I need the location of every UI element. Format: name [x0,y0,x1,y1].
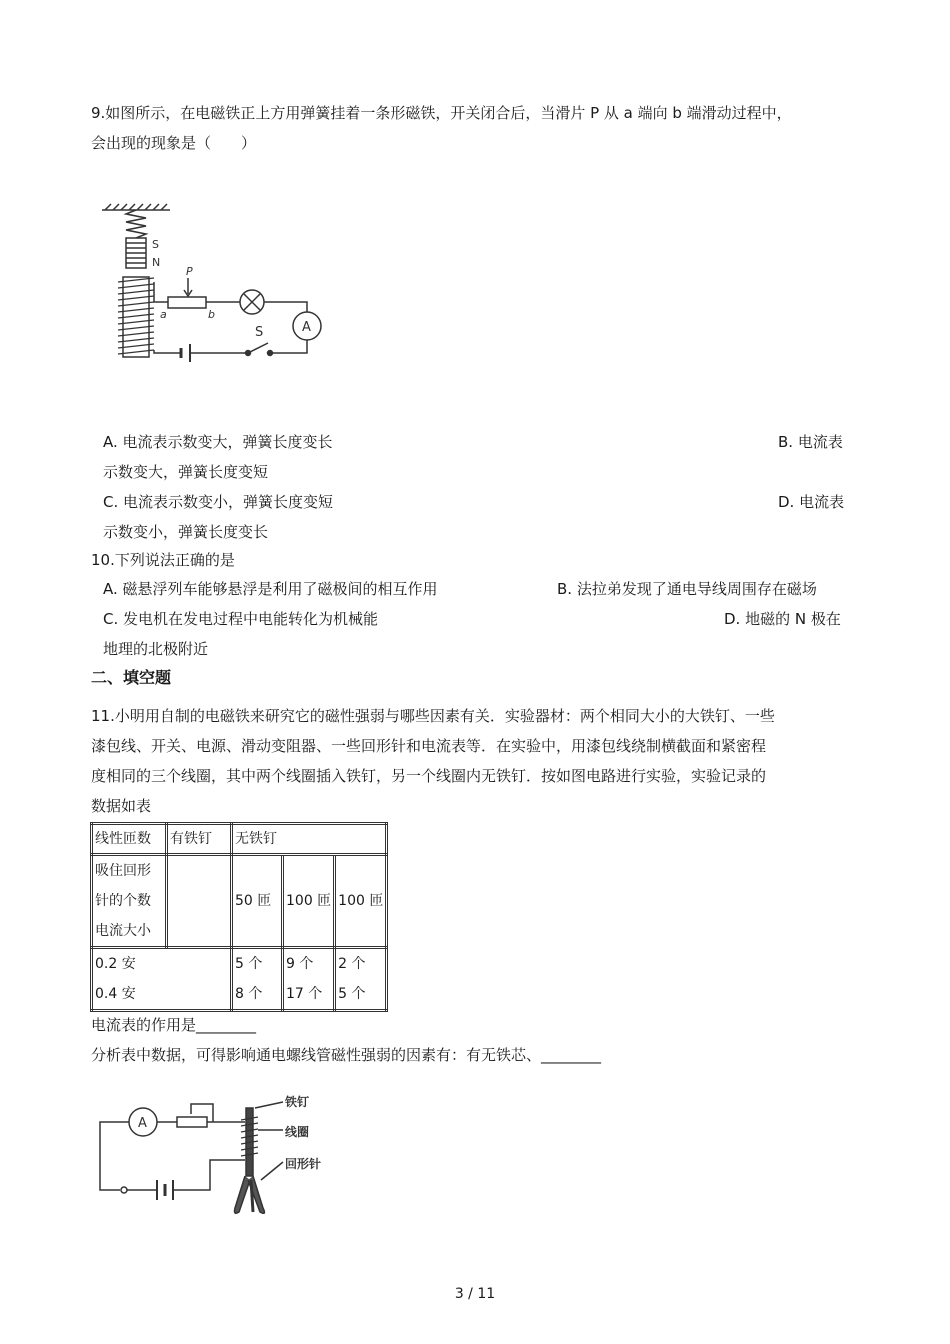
q11-stem-line1: 11.小明用自制的电磁铁来研究它的磁性强弱与哪些因素有关．实验器材：两个相同大小的大铁钉、一些 [91,707,775,725]
switch-s-label: S [255,325,264,340]
q11-blank-2: 分析表中数据，可得影响通电螺线管磁性强弱的因素有：有无铁芯、________ [91,1046,602,1064]
q11-data-table [90,822,388,1012]
q10-option-d-head: D. 地磁的 N 极在 [724,610,841,628]
q11-blank-1: 电流表的作用是________ [91,1016,257,1034]
q9-stem-line1: 9.如图所示，在电磁铁正上方用弹簧挂着一条形磁铁，开关闭合后，当滑片 P 从 a 端向 b 端滑动过程中， [91,104,792,122]
table-header-turns: 线性匝数 [92,824,167,855]
table-col-100a: 100 匝 [283,855,335,948]
q11-stem-line3: 度相同的三个线圈，其中两个线圈插入铁钉，另一个线圈内无铁钉．按如图电路进行实验，实验记录的 [91,767,767,785]
q11-circuit-figure [95,1090,355,1220]
ammeter-a-label: A [302,320,311,335]
q11-stem-line4: 数据如表 [91,797,152,815]
table-header-current: 电流大小 [95,923,151,939]
table-empty-cell [167,855,232,948]
slider-p-label: P [186,265,193,278]
table-current-cell [92,948,232,1011]
nail-label: 铁钉 [285,1095,310,1109]
table-row1-current: 0.2 安 [95,956,136,972]
table-value: 8 个 [235,986,263,1002]
table-col-100b: 100 匝 [335,855,387,948]
ammeter-a-label-2: A [138,1116,147,1131]
page-number: 3 / 11 [454,1286,496,1302]
q9-option-c: C. 电流表示数变小，弹簧长度变短 [103,493,334,511]
table-header-with-nail: 有铁钉 [167,824,232,855]
table-value: 9 个 [286,956,314,972]
table-col-100b-values [335,948,387,1011]
table-value: 2 个 [338,956,366,972]
q9-option-b-tail: 示数变大，弹簧长度变短 [103,463,269,481]
q10-option-b: B. 法拉弟发现了通电导线周围存在磁场 [557,580,817,598]
q9-stem-line2: 会出现的现象是（ ） [91,134,257,152]
q10-option-d-tail: 地理的北极附近 [103,640,209,658]
table-header-clips-1: 吸住回形 [95,863,151,879]
q10-option-c: C. 发电机在发电过程中电能转化为机械能 [103,610,379,628]
table-value: 5 个 [235,956,263,972]
magnet-s-label: S [152,238,159,251]
table-header-without-nail: 无铁钉 [232,824,387,855]
table-col-100a-values [283,948,335,1011]
q9-option-b-head: B. 电流表 [778,433,843,451]
q10-option-a: A. 磁悬浮列车能够悬浮是利用了磁极间的相互作用 [103,580,438,598]
table-col-50: 50 匝 [232,855,283,948]
q9-option-d-tail: 示数变小，弹簧长度变长 [103,523,269,541]
q9-option-d-head: D. 电流表 [778,493,845,511]
table-value: 5 个 [338,986,366,1002]
table-header-clips-2: 针的个数 [95,893,151,909]
q11-stem-line2: 漆包线、开关、电源、滑动变阻器、一些回形针和电流表等．在实验中，用漆包线绕制横截面和紧密程 [91,737,767,755]
q10-stem: 10.下列说法正确的是 [91,551,235,569]
magnet-n-label: N [152,256,161,269]
end-b-label: b [208,308,215,321]
table-col-50-values [232,948,283,1011]
q9-circuit-figure [90,190,340,375]
q9-option-a: A. 电流表示数变大，弹簧长度变长 [103,433,333,451]
table-value: 17 个 [286,986,323,1002]
table-row2-current: 0.4 安 [95,986,136,1002]
end-a-label: a [160,308,167,321]
coil-label: 线圈 [285,1125,310,1139]
table-header-left [92,855,167,948]
section-title: 二、填空题 [91,668,172,687]
clip-label: 回形针 [285,1157,322,1171]
